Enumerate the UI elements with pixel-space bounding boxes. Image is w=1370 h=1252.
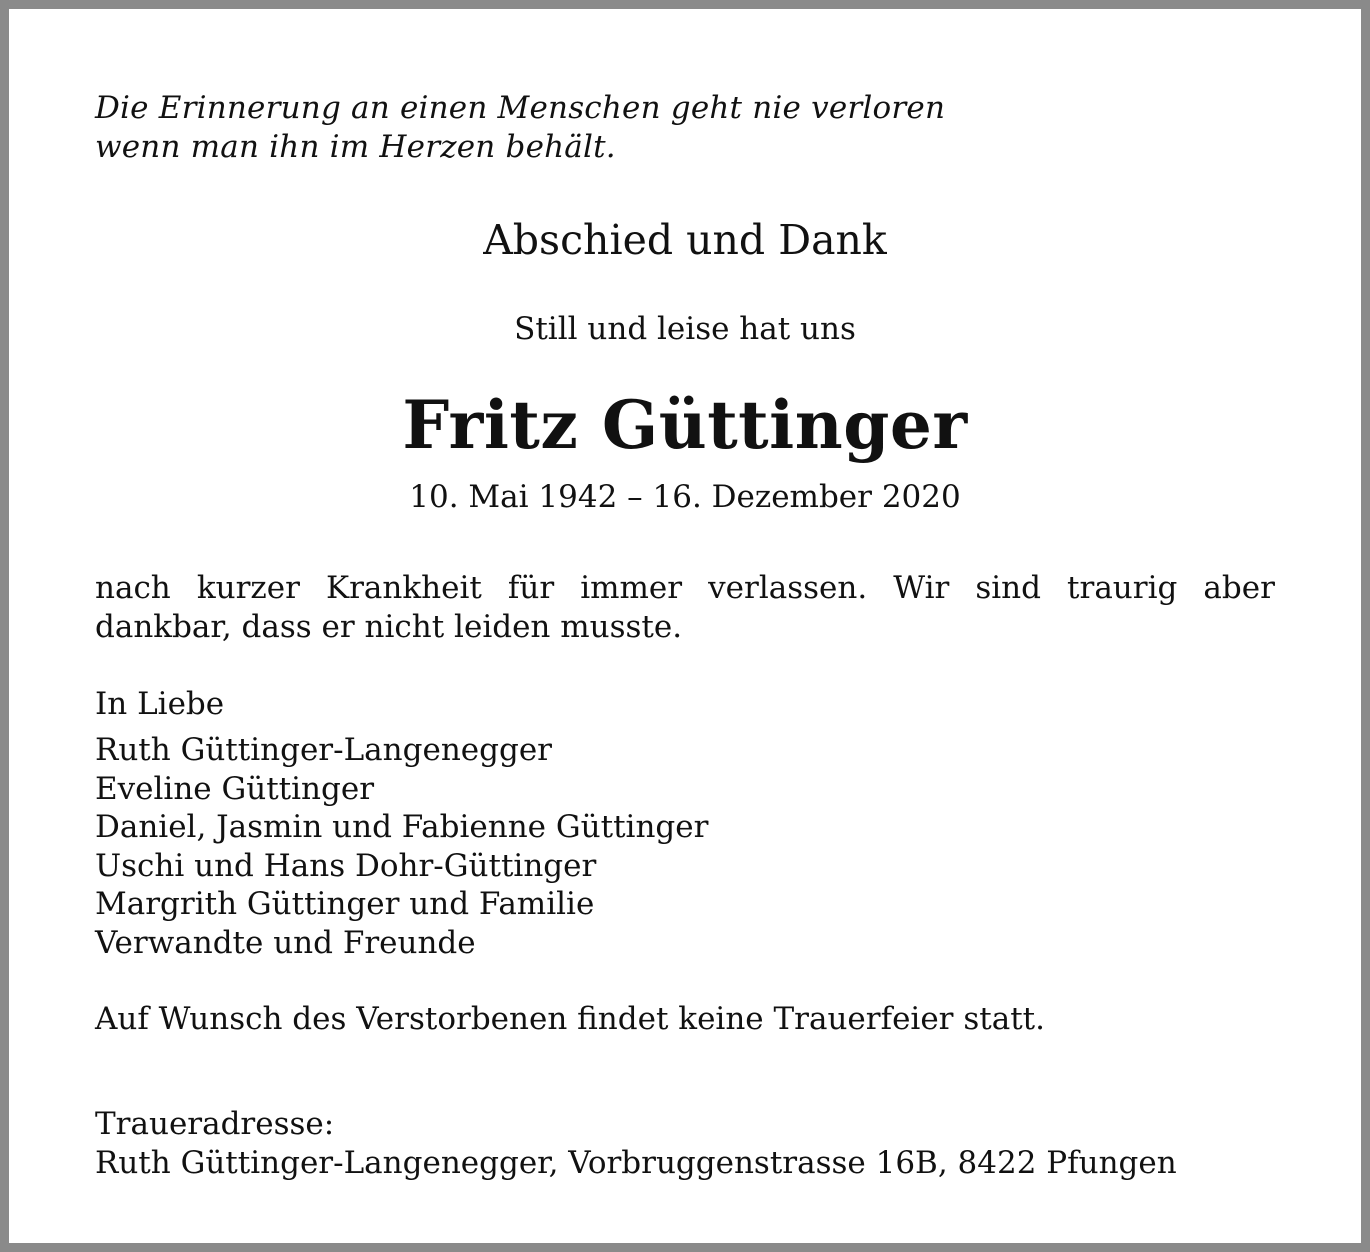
deceased-name: Fritz Güttinger [402, 386, 968, 464]
message-line: dankbar, dass er nicht leiden musste. [95, 609, 683, 645]
message-word: aber [1203, 570, 1275, 606]
mourner-name: Eveline Güttinger [95, 770, 375, 807]
message-word: für [507, 570, 555, 606]
funeral-note: Auf Wunsch des Verstorbenen findet keine Trauerfeier statt. [95, 1001, 1045, 1037]
mourner-name: Ruth Güttinger-Langenegger [95, 732, 552, 768]
address-label: Traueradresse: [95, 1106, 335, 1142]
obituary-notice [9, 9, 1361, 1243]
message-word: traurig [1067, 570, 1178, 606]
message-word: immer [580, 570, 683, 606]
message-word: verlassen. [708, 570, 868, 606]
mourner-name: Daniel, Jasmin und Fabienne Güttinger [95, 809, 709, 846]
motto-quote [95, 89, 945, 167]
message-line [95, 569, 1275, 608]
notice-heading: Abschied und Dank [483, 216, 887, 264]
message-word: Krankheit [325, 570, 482, 606]
mourner-name: Verwandte und Freunde [95, 924, 476, 961]
signoff-text: In Liebe [95, 686, 225, 722]
mourners-list [95, 731, 708, 963]
message-word: kurzer [196, 570, 300, 606]
message-word: sind [975, 570, 1041, 606]
mourner-name: Uschi und Hans Dohr-Güttinger [95, 847, 597, 884]
message-paragraph [95, 569, 1275, 647]
address-value: Ruth Güttinger-Langenegger, Vorbruggenstrasse 16B, 8422 Pfungen [95, 1145, 1177, 1181]
message-word: nach [95, 570, 171, 606]
motto-line: Die Erinnerung an einen Menschen geht nie verloren [95, 90, 946, 126]
life-dates: 10. Mai 1942 – 16. Dezember 2020 [409, 479, 961, 515]
intro-text: Still und leise hat uns [514, 311, 856, 347]
message-word: Wir [893, 570, 950, 606]
motto-line: wenn man ihn im Herzen behält. [95, 129, 616, 165]
mourner-name: Margrith Güttinger und Familie [95, 886, 595, 923]
